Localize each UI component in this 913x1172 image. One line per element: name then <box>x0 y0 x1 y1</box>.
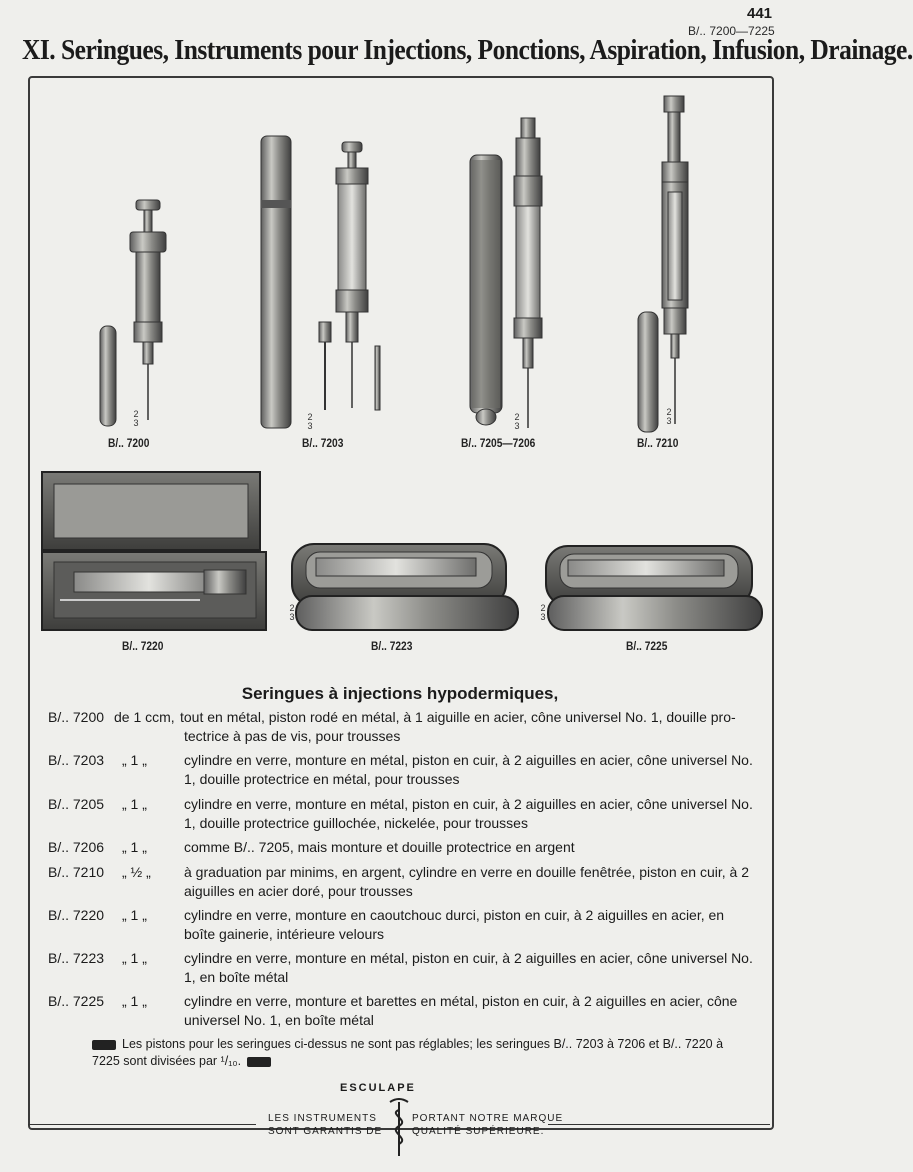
syringe-7203-illustration <box>261 136 380 428</box>
entry-code: B/.. 7203 <box>48 752 105 768</box>
caption-7223: B/.. 7223 <box>371 639 413 653</box>
syringe-7205-illustration <box>470 118 542 428</box>
syringe-7200-illustration <box>100 200 166 426</box>
entry-size: „ 1 „ <box>122 950 147 966</box>
case-7223-illustration <box>292 544 518 630</box>
caption-7200: B/.. 7200 <box>108 436 150 450</box>
caption-7210: B/.. 7210 <box>637 436 679 450</box>
caption-7225: B/.. 7225 <box>626 639 668 653</box>
entry-size: „ 1 „ <box>122 907 147 923</box>
entry-description: cylindre en verre, monture et barettes en métal, piston en cuir, à 2 aiguilles en acier, cône universel No. 1, en boîte métal <box>184 993 738 1028</box>
entry-code: B/.. 7220 <box>48 907 105 923</box>
entry-description: cylindre en verre, monture en caoutchouc durci, piston en cuir, à 2 aiguilles en acier, en boîte gainerie, intérieure velours <box>184 907 725 942</box>
entry-description: tout en métal, piston rodé en métal, à 1 aiguille en acier, cône universel No. 1, douille pro- <box>180 709 736 725</box>
case-7220-illustration <box>42 472 266 630</box>
scale-fraction: 2 3 <box>289 603 295 622</box>
catalog-reference: B/.. 7200—7225 <box>688 24 775 38</box>
pointing-hand-icon <box>247 1057 271 1067</box>
entry-description: comme B/.. 7205, mais monture et douille protectrice en argent <box>184 839 575 855</box>
caption-7203: B/.. 7203 <box>302 436 344 450</box>
scale-fraction: 2 3 <box>666 407 672 426</box>
entry-size: „ 1 „ <box>122 796 147 812</box>
footer-left-text: LES INSTRUMENTS SONT GARANTIS DE <box>268 1113 383 1137</box>
entry-code: B/.. 7206 <box>48 839 105 855</box>
pointing-hand-icon <box>92 1040 116 1050</box>
scale-fraction: 2 3 <box>133 409 139 428</box>
entry-size: de 1 ccm, <box>114 709 175 725</box>
entry-code: B/.. 7223 <box>48 950 105 966</box>
page-number: 441 <box>747 5 773 22</box>
syringe-7210-illustration <box>638 96 688 432</box>
entry-size: „ 1 „ <box>122 752 147 768</box>
brand-name: ESCULAPE <box>340 1082 416 1094</box>
caption-7220: B/.. 7220 <box>122 639 164 653</box>
entry-size: „ 1 „ <box>122 993 147 1009</box>
scale-fraction: 2 3 <box>540 603 546 622</box>
caduceus-logo-icon <box>384 1096 414 1158</box>
caption-7205-7206: B/.. 7205—7206 <box>461 436 536 450</box>
scale-fraction: 2 3 <box>307 412 313 431</box>
footnote-text: Les pistons pour les seringues ci-dessus ne sont pas réglables; les seringues B/.. 7203 à 7206 et B/.. 7220 à 7225 sont divisées par ¹/₁₀. <box>92 1037 724 1068</box>
section-heading: Seringues à injections hypodermiques, <box>241 684 559 703</box>
case-7225-illustration <box>546 546 762 630</box>
entry-size: „ 1 „ <box>122 839 147 855</box>
entry-description: cylindre en verre, monture en métal, piston en cuir, à 2 aiguilles en acier, cône universel No. 1, en boîte métal <box>184 950 753 985</box>
entry-code: B/.. 7205 <box>48 796 105 812</box>
entry-code: B/.. 7210 <box>48 864 105 880</box>
entry-description: cylindre en verre, monture en métal, piston en cuir, à 2 aiguilles en acier, cône universel No. 1, douille protectrice en métal, pour trousses <box>184 752 753 787</box>
entry-code: B/.. 7225 <box>48 993 105 1009</box>
footer-rule-right <box>548 1124 770 1125</box>
page-title: XI. Seringues, Instruments pour Injections, Ponctions, Aspiration, Infusion, Drainage. <box>22 34 913 66</box>
entry-description: cylindre en verre, monture en métal, piston en cuir, à 2 aiguilles en acier, cône universel No. 1, douille protectrice guillochée, nickelée, pour trousses <box>184 796 753 831</box>
footnote <box>92 1036 732 1070</box>
footer-right-text: PORTANT NOTRE MARQUE QUALITÉ SUPÉRIEURE. <box>412 1113 564 1137</box>
scale-fraction: 2 3 <box>514 412 520 431</box>
entry-description: à graduation par minims, en argent, cylindre en verre en douille fenêtrée, piston en cuir, à 2 aiguilles en acier doré, pour trousses <box>184 864 749 899</box>
entry-description-cont: tectrice à pas de vis, pour trousses <box>184 728 401 744</box>
footer-rule-left <box>28 1124 256 1125</box>
entry-code: B/.. 7200 <box>48 709 105 725</box>
entry-size: „ ½ „ <box>122 864 151 880</box>
